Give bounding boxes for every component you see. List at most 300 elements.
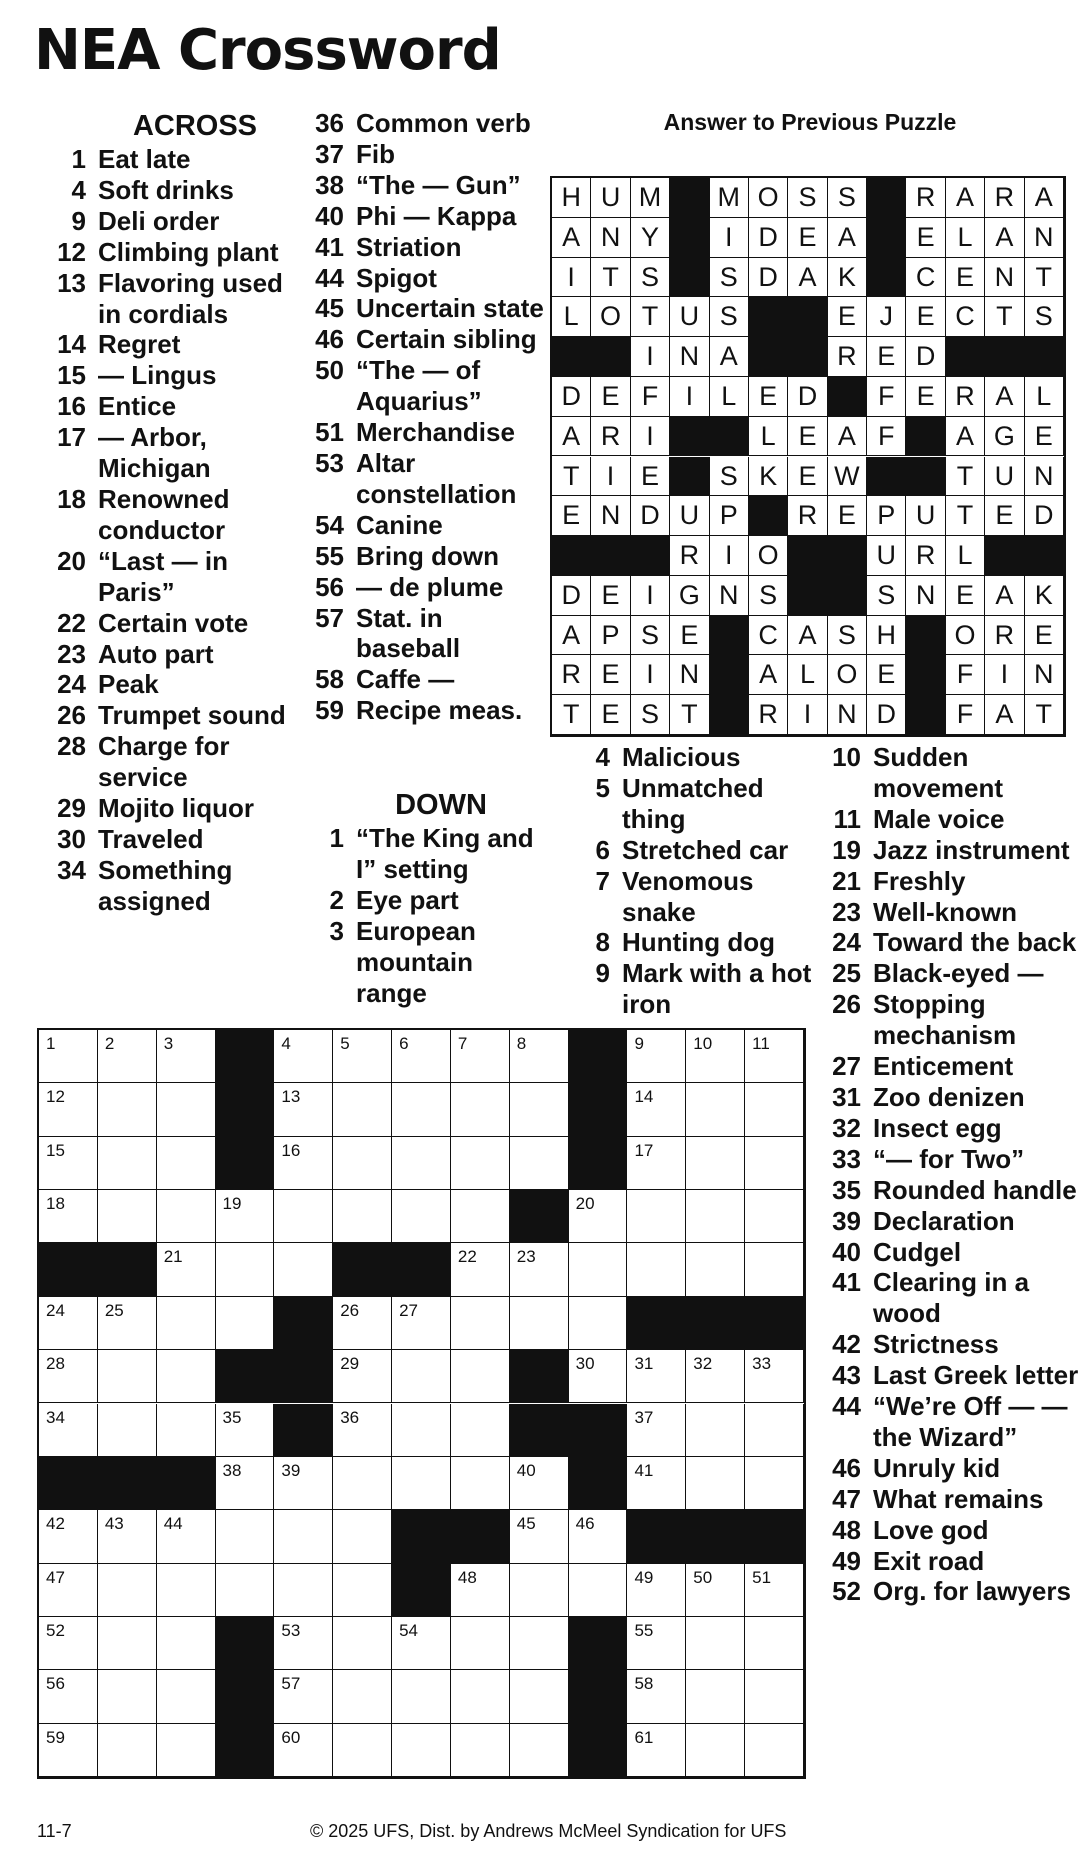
clue-text: Exit road (873, 1545, 985, 1576)
grid-cell[interactable] (98, 1670, 157, 1723)
clue-number: 9 (71, 205, 86, 236)
grid-cell[interactable] (745, 1404, 804, 1457)
grid-cell[interactable] (627, 1670, 686, 1723)
grid-cell[interactable] (157, 1617, 216, 1670)
clue-text: Stretched car (622, 834, 789, 865)
grid-cell[interactable] (333, 1083, 392, 1136)
grid-cell[interactable] (510, 1510, 569, 1563)
cell-number: 38 (222, 1460, 242, 1480)
grid-cell[interactable] (157, 1350, 216, 1403)
answer-letter: A (985, 377, 1024, 417)
down-clue (568, 958, 828, 1020)
grid-cell[interactable] (39, 1617, 98, 1670)
answer-black-square (591, 337, 630, 377)
across-clue (302, 603, 550, 665)
grid-cell[interactable] (157, 1404, 216, 1457)
clue-text: Eye part (356, 884, 459, 915)
grid-cell[interactable] (745, 1457, 804, 1510)
answer-grid (550, 176, 1066, 737)
answer-letter: W (828, 457, 867, 497)
grid-cell[interactable] (686, 1137, 745, 1190)
grid-cell[interactable] (333, 1670, 392, 1723)
grid-cell[interactable] (333, 1404, 392, 1457)
grid-cell[interactable] (98, 1510, 157, 1563)
clue-text: Malicious (622, 742, 741, 772)
grid-cell[interactable] (745, 1670, 804, 1723)
down-clue (819, 927, 1079, 958)
clue-number: 14 (57, 329, 86, 360)
grid-cell[interactable] (216, 1510, 275, 1563)
clue-text: — Lingus (98, 360, 217, 391)
down-clue (819, 1082, 1079, 1113)
answer-black-square (749, 496, 788, 536)
answer-black-square (867, 178, 906, 218)
cell-number: 51 (752, 1567, 772, 1587)
grid-cell[interactable] (333, 1350, 392, 1403)
grid-cell[interactable] (392, 1137, 451, 1190)
grid-cell[interactable] (745, 1724, 804, 1777)
grid-cell[interactable] (627, 1190, 686, 1243)
grid-cell[interactable] (451, 1350, 510, 1403)
grid-cell[interactable] (627, 1137, 686, 1190)
grid-cell[interactable] (510, 1457, 569, 1510)
answer-letter: E (1025, 417, 1064, 457)
cell-number: 3 (163, 1034, 174, 1053)
grid-cell[interactable] (627, 1404, 686, 1457)
across-clue (44, 237, 306, 268)
across-clue (302, 201, 550, 232)
clue-number: 9 (595, 958, 610, 989)
answer-black-square (906, 616, 945, 656)
grid-cell[interactable] (569, 1510, 628, 1563)
answer-letter: E (946, 576, 985, 616)
grid-cell[interactable] (39, 1137, 98, 1190)
down-clue (819, 1051, 1079, 1082)
clue-number: 37 (315, 138, 344, 169)
grid-cell[interactable] (392, 1350, 451, 1403)
grid-cell[interactable] (510, 1243, 569, 1296)
grid-cell[interactable] (274, 1724, 333, 1777)
clue-text: Deli order (98, 205, 220, 236)
grid-cell[interactable] (392, 1670, 451, 1723)
grid-cell[interactable] (157, 1137, 216, 1190)
grid-black-square (569, 1404, 628, 1457)
grid-cell[interactable] (627, 1457, 686, 1510)
down-clue (819, 1237, 1079, 1268)
clue-number: 57 (315, 602, 344, 633)
grid-cell[interactable] (510, 1030, 569, 1083)
grid-cell[interactable] (569, 1297, 628, 1350)
grid-cell[interactable] (745, 1243, 804, 1296)
grid-cell[interactable] (98, 1350, 157, 1403)
grid-cell[interactable] (627, 1243, 686, 1296)
across-clue (302, 139, 550, 170)
answer-letter: G (985, 417, 1024, 457)
down-clue (568, 773, 828, 835)
grid-cell[interactable] (157, 1724, 216, 1777)
grid-cell[interactable] (274, 1243, 333, 1296)
grid-cell[interactable] (686, 1670, 745, 1723)
answer-letter: F (867, 417, 906, 457)
grid-cell[interactable] (39, 1670, 98, 1723)
grid-cell[interactable] (216, 1564, 275, 1617)
grid-cell[interactable] (627, 1617, 686, 1670)
grid-cell[interactable] (392, 1297, 451, 1350)
clue-number: 51 (315, 417, 344, 448)
grid-cell[interactable] (392, 1083, 451, 1136)
clue-number: 33 (832, 1143, 861, 1174)
grid-cell[interactable] (686, 1083, 745, 1136)
answer-black-square (670, 417, 709, 457)
grid-cell[interactable] (274, 1564, 333, 1617)
grid-cell[interactable] (157, 1083, 216, 1136)
down-clue (819, 1484, 1079, 1515)
cell-number: 28 (46, 1354, 65, 1374)
clue-text: Altar constellation (356, 447, 517, 509)
answer-letter: O (591, 297, 630, 337)
grid-cell[interactable] (510, 1670, 569, 1723)
answer-letter: N (1025, 655, 1064, 695)
grid-cell[interactable] (98, 1137, 157, 1190)
answer-letter: N (1025, 218, 1064, 258)
answer-black-square (788, 576, 827, 616)
clue-number: 41 (315, 231, 344, 262)
grid-cell[interactable] (686, 1030, 745, 1083)
grid-cell[interactable] (392, 1404, 451, 1457)
grid-cell[interactable] (392, 1030, 451, 1083)
clue-number: 44 (832, 1391, 861, 1422)
answer-black-square (828, 576, 867, 616)
answer-letter: N (906, 576, 945, 616)
grid-cell[interactable] (686, 1724, 745, 1777)
answer-letter: T (946, 457, 985, 497)
grid-cell[interactable] (216, 1457, 275, 1510)
grid-cell[interactable] (627, 1350, 686, 1403)
answer-letter: N (670, 655, 709, 695)
across-clue (44, 731, 306, 793)
grid-cell[interactable] (333, 1510, 392, 1563)
down-clue (819, 1391, 1079, 1453)
clue-text: “Last — in Paris” (98, 545, 229, 607)
grid-cell[interactable] (451, 1724, 510, 1777)
clue-number: 47 (832, 1483, 861, 1514)
grid-cell[interactable] (98, 1297, 157, 1350)
grid-cell[interactable] (686, 1564, 745, 1617)
grid-cell[interactable] (451, 1030, 510, 1083)
grid-cell[interactable] (216, 1190, 275, 1243)
answer-black-square (1025, 536, 1064, 576)
clue-text: Merchandise (356, 417, 515, 448)
across-clue (302, 664, 550, 695)
answer-letter: S (631, 258, 670, 298)
grid-cell[interactable] (569, 1243, 628, 1296)
grid-black-square (569, 1617, 628, 1670)
grid-cell[interactable] (39, 1190, 98, 1243)
clue-text: Stopping mechanism (873, 989, 1017, 1051)
grid-cell[interactable] (98, 1083, 157, 1136)
answer-letter: L (749, 417, 788, 457)
cell-number: 16 (281, 1140, 301, 1160)
grid-cell[interactable] (392, 1190, 451, 1243)
grid-black-square (216, 1083, 275, 1136)
clue-text: Black-eyed — (873, 958, 1044, 989)
grid-cell[interactable] (745, 1137, 804, 1190)
grid-cell[interactable] (392, 1457, 451, 1510)
grid-cell[interactable] (745, 1083, 804, 1136)
across-clue (44, 391, 306, 422)
grid-cell[interactable] (451, 1564, 510, 1617)
grid-cell[interactable] (333, 1030, 392, 1083)
answer-letter: R (670, 536, 709, 576)
grid-cell[interactable] (392, 1617, 451, 1670)
grid-cell[interactable] (98, 1030, 157, 1083)
cell-number: 30 (575, 1354, 595, 1374)
answer-black-square (710, 655, 749, 695)
grid-cell[interactable] (39, 1724, 98, 1777)
clue-text: Something assigned (98, 854, 233, 916)
answer-black-square (552, 536, 591, 576)
clue-text: Org. for lawyers (873, 1576, 1071, 1607)
grid-cell[interactable] (274, 1083, 333, 1136)
across-clue (302, 293, 550, 324)
grid-cell[interactable] (333, 1617, 392, 1670)
grid-cell[interactable] (98, 1724, 157, 1777)
across-clue (44, 422, 306, 484)
grid-cell[interactable] (333, 1137, 392, 1190)
answer-black-square (906, 417, 945, 457)
down-clue (302, 916, 550, 1009)
clue-text: Uncertain state (356, 293, 544, 324)
grid-cell[interactable] (451, 1190, 510, 1243)
answer-letter: H (552, 178, 591, 218)
clue-text: Venomous snake (622, 865, 754, 927)
clue-number: 13 (57, 267, 86, 298)
grid-cell[interactable] (274, 1670, 333, 1723)
grid-cell[interactable] (745, 1617, 804, 1670)
clue-number: 29 (57, 793, 86, 824)
answer-black-square (591, 536, 630, 576)
cell-number: 32 (693, 1354, 713, 1374)
clue-text: Unmatched thing (622, 772, 764, 834)
grid-cell[interactable] (39, 1083, 98, 1136)
clue-number: 35 (832, 1174, 861, 1205)
grid-cell[interactable] (274, 1137, 333, 1190)
grid-cell[interactable] (745, 1030, 804, 1083)
clue-number: 45 (315, 293, 344, 324)
answer-letter: A (946, 417, 985, 457)
grid-cell[interactable] (333, 1457, 392, 1510)
grid-cell[interactable] (686, 1190, 745, 1243)
grid-cell[interactable] (39, 1510, 98, 1563)
cell-number: 46 (575, 1514, 595, 1534)
cell-number: 61 (634, 1727, 654, 1747)
grid-cell[interactable] (274, 1190, 333, 1243)
grid-cell[interactable] (510, 1564, 569, 1617)
footer-copyright: © 2025 UFS, Dist. by Andrews McMeel Syndication for UFS (310, 1821, 787, 1841)
grid-cell[interactable] (98, 1190, 157, 1243)
clue-number: 31 (832, 1081, 861, 1112)
answer-letter: U (670, 496, 709, 536)
grid-cell[interactable] (569, 1350, 628, 1403)
answer-letter: R (591, 417, 630, 457)
grid-cell[interactable] (451, 1297, 510, 1350)
answer-letter: S (788, 178, 827, 218)
grid-cell[interactable] (686, 1457, 745, 1510)
answer-letter: O (749, 536, 788, 576)
grid-cell[interactable] (627, 1564, 686, 1617)
grid-cell[interactable] (98, 1564, 157, 1617)
grid-cell[interactable] (333, 1564, 392, 1617)
down-clue (819, 866, 1079, 897)
grid-cell[interactable] (157, 1564, 216, 1617)
grid-cell[interactable] (39, 1297, 98, 1350)
cell-number: 47 (46, 1567, 65, 1587)
across-clue (44, 206, 306, 237)
cell-number: 9 (634, 1034, 644, 1053)
across-clue (302, 324, 550, 355)
grid-black-square (627, 1510, 686, 1563)
grid-cell[interactable] (98, 1617, 157, 1670)
grid-cell[interactable] (39, 1404, 98, 1457)
answer-letter: R (906, 178, 945, 218)
grid-cell[interactable] (451, 1617, 510, 1670)
answer-letter: E (906, 218, 945, 258)
grid-cell[interactable] (333, 1724, 392, 1777)
grid-cell[interactable] (510, 1137, 569, 1190)
clue-number: 7 (595, 865, 610, 896)
grid-cell[interactable] (157, 1243, 216, 1296)
grid-cell[interactable] (627, 1083, 686, 1136)
grid-cell[interactable] (39, 1350, 98, 1403)
grid-cell[interactable] (333, 1297, 392, 1350)
across-clue (44, 175, 306, 206)
cell-number: 37 (634, 1407, 654, 1427)
clue-number: 1 (71, 144, 86, 174)
grid-cell[interactable] (157, 1510, 216, 1563)
down-clues-column-2 (568, 742, 828, 1020)
clue-text: Strictness (873, 1329, 999, 1360)
grid-cell[interactable] (627, 1030, 686, 1083)
clue-text: Enticement (873, 1051, 1014, 1082)
clue-number: 25 (832, 958, 861, 989)
grid-cell[interactable] (686, 1350, 745, 1403)
answer-letter: E (591, 576, 630, 616)
grid-cell[interactable] (451, 1137, 510, 1190)
answer-letter: E (591, 695, 630, 735)
grid-cell[interactable] (686, 1404, 745, 1457)
grid-cell[interactable] (274, 1510, 333, 1563)
grid-cell[interactable] (216, 1243, 275, 1296)
grid-cell[interactable] (451, 1457, 510, 1510)
answer-letter: L (788, 655, 827, 695)
answer-black-square (906, 457, 945, 497)
clue-text: Freshly (873, 865, 966, 896)
crossword-grid[interactable] (37, 1028, 806, 1779)
grid-cell[interactable] (157, 1670, 216, 1723)
grid-cell[interactable] (216, 1404, 275, 1457)
answer-black-square (710, 616, 749, 656)
grid-cell[interactable] (274, 1030, 333, 1083)
grid-cell[interactable] (627, 1724, 686, 1777)
grid-cell[interactable] (569, 1190, 628, 1243)
answer-letter: K (828, 258, 867, 298)
grid-cell[interactable] (451, 1670, 510, 1723)
grid-cell[interactable] (333, 1190, 392, 1243)
grid-black-square (745, 1297, 804, 1350)
grid-cell[interactable] (157, 1190, 216, 1243)
grid-cell[interactable] (510, 1297, 569, 1350)
grid-cell[interactable] (510, 1724, 569, 1777)
grid-cell[interactable] (686, 1243, 745, 1296)
down-clues-column-3 (819, 742, 1079, 1607)
down-clue (302, 885, 550, 916)
clue-number: 18 (57, 483, 86, 514)
grid-cell[interactable] (510, 1617, 569, 1670)
grid-cell[interactable] (451, 1083, 510, 1136)
answer-letter: R (552, 655, 591, 695)
grid-cell[interactable] (157, 1297, 216, 1350)
answer-letter: A (749, 655, 788, 695)
grid-cell[interactable] (274, 1457, 333, 1510)
answer-black-square (749, 297, 788, 337)
answer-letter: L (946, 536, 985, 576)
grid-cell[interactable] (39, 1030, 98, 1083)
grid-black-square (216, 1617, 275, 1670)
grid-cell[interactable] (686, 1617, 745, 1670)
clue-number: 46 (315, 324, 344, 355)
clue-number: 56 (315, 571, 344, 602)
grid-black-square (686, 1510, 745, 1563)
grid-cell[interactable] (392, 1724, 451, 1777)
answer-letter: A (552, 417, 591, 457)
grid-cell[interactable] (98, 1404, 157, 1457)
cell-number: 25 (104, 1300, 124, 1320)
grid-cell[interactable] (569, 1564, 628, 1617)
answer-letter: F (946, 655, 985, 695)
clue-text: Fib (356, 138, 395, 169)
grid-cell[interactable] (745, 1350, 804, 1403)
across-clue (44, 268, 306, 330)
grid-cell[interactable] (745, 1190, 804, 1243)
cell-number: 7 (457, 1034, 468, 1053)
answer-letter: I (710, 218, 749, 258)
clue-number: 23 (832, 896, 861, 927)
grid-cell[interactable] (510, 1083, 569, 1136)
clue-text: Unruly kid (873, 1452, 1001, 1483)
answer-letter: N (591, 496, 630, 536)
clue-text: “— for Two” (873, 1143, 1025, 1174)
cell-number: 20 (575, 1194, 595, 1214)
answer-letter: S (828, 178, 867, 218)
answer-letter: D (788, 377, 827, 417)
cell-number: 48 (457, 1567, 477, 1587)
grid-cell[interactable] (39, 1564, 98, 1617)
clue-text: Sudden movement (873, 742, 1004, 803)
grid-cell[interactable] (451, 1243, 510, 1296)
clue-number: 39 (832, 1205, 861, 1236)
grid-cell[interactable] (274, 1617, 333, 1670)
grid-cell[interactable] (157, 1030, 216, 1083)
grid-cell[interactable] (216, 1297, 275, 1350)
across-heading: ACROSS (132, 110, 258, 142)
grid-black-square (333, 1243, 392, 1296)
clue-number: 52 (832, 1576, 861, 1607)
grid-cell[interactable] (451, 1404, 510, 1457)
answer-letter: E (1025, 616, 1064, 656)
clue-number: 21 (832, 865, 861, 896)
clue-text: “The King and I” setting (356, 823, 534, 884)
grid-cell[interactable] (745, 1564, 804, 1617)
